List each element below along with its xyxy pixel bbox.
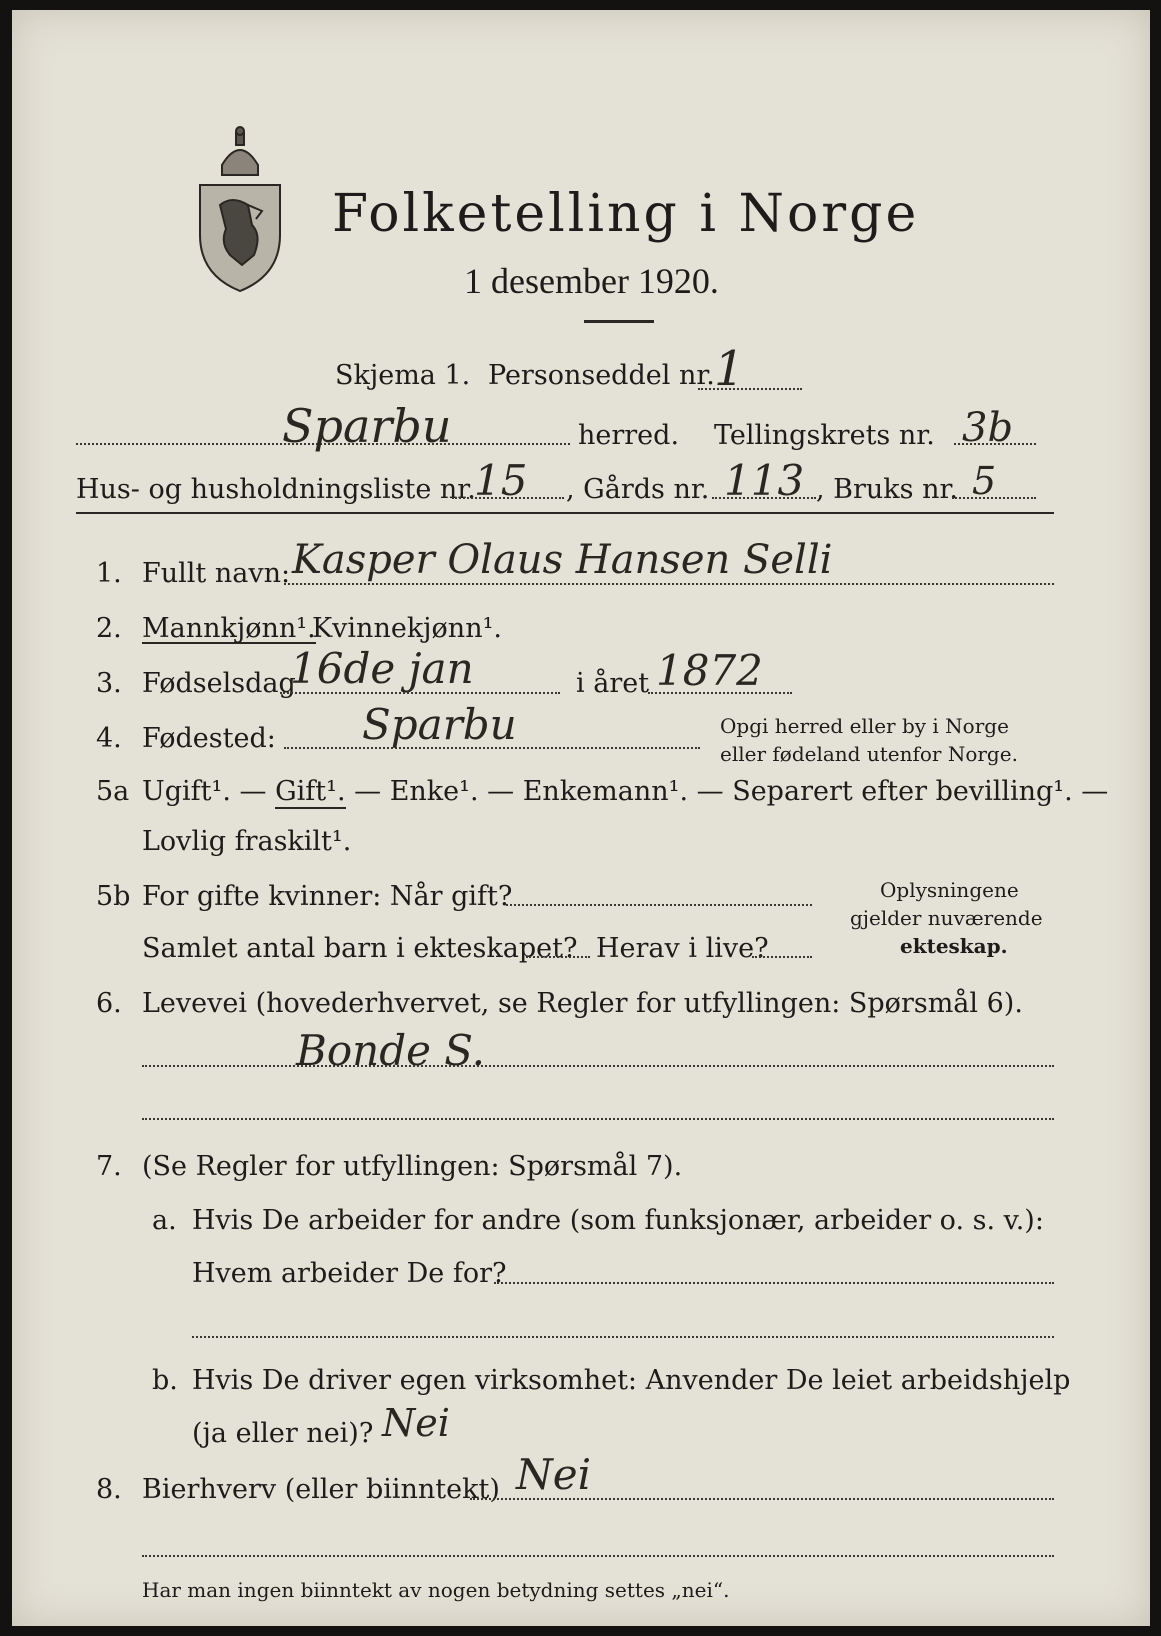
q6-label: Levevei (hovederhvervet, se Regler for utfyllingen: Spørsmål 6). bbox=[142, 988, 1023, 1019]
q8-number: 8. bbox=[96, 1474, 122, 1505]
footer-line bbox=[142, 1555, 1054, 1557]
q7-label: (Se Regler for utfyllingen: Spørsmål 7). bbox=[142, 1151, 683, 1182]
q4-label: Fødested: bbox=[142, 723, 276, 754]
q1-value: Kasper Olaus Hansen Selli bbox=[292, 537, 833, 583]
personseddel-label: Personseddel nr. bbox=[488, 360, 715, 391]
q5a-line bbox=[142, 778, 1108, 805]
q7b-line1: Hvis De driver egen virksomhet: Anvender De leiet arbeidshjelp bbox=[192, 1365, 1071, 1396]
q5b-number: 5b bbox=[96, 881, 131, 912]
q4-number: 4. bbox=[96, 723, 122, 754]
q7b-value: Nei bbox=[382, 1401, 450, 1445]
q5a-line2: Lovlig fraskilt¹. bbox=[142, 826, 352, 857]
schema-label: Skjema 1. bbox=[335, 360, 471, 391]
husliste-value: 15 bbox=[474, 456, 528, 505]
q3-year-label: i året bbox=[576, 668, 650, 699]
q3-label: Fødselsdag bbox=[142, 668, 296, 699]
q7a-line2: Hvem arbeider De for? bbox=[192, 1258, 507, 1289]
q8-value: Nei bbox=[516, 1450, 592, 1499]
q5b-line3 bbox=[752, 956, 812, 958]
tellingskrets-label: Tellingskrets nr. bbox=[714, 420, 935, 451]
gards-label: , Gårds nr. bbox=[566, 474, 710, 505]
q7a-line1: Hvis De arbeider for andre (som funksjonær, arbeider o. s. v.): bbox=[192, 1205, 1044, 1236]
title-divider bbox=[584, 320, 654, 323]
census-form-page bbox=[12, 10, 1150, 1626]
tellingskrets-value: 3b bbox=[962, 405, 1014, 451]
q7a-answer-line2 bbox=[192, 1336, 1054, 1338]
gards-value: 113 bbox=[724, 456, 805, 505]
bruks-label: , Bruks nr. bbox=[816, 474, 959, 505]
q4-note-line1: Opgi herred eller by i Norge bbox=[720, 714, 1009, 738]
q3-number: 3. bbox=[96, 668, 122, 699]
q1-line bbox=[284, 583, 1054, 585]
q5a-gift: Gift¹. bbox=[275, 776, 346, 807]
q5a-rest: — Enke¹. — Enkemann¹. — Separert efter bevilling¹. — bbox=[345, 776, 1109, 807]
footer-note: Har man ingen biinntekt av nogen betydning settes „nei“. bbox=[142, 1578, 730, 1602]
q6-value: Bonde S. bbox=[296, 1026, 485, 1075]
header-separator bbox=[76, 512, 1054, 514]
q6-line2 bbox=[142, 1118, 1054, 1120]
q5a-number: 5a bbox=[96, 776, 130, 807]
q2-female: Kvinnekjønn¹. bbox=[312, 613, 502, 644]
q1-label: Fullt navn: bbox=[142, 558, 291, 589]
personseddel-value: 1 bbox=[714, 341, 745, 397]
q5b-note-line3: ekteskap. bbox=[900, 934, 1008, 958]
form-title: Folketelling i Norge bbox=[332, 184, 920, 244]
herred-label: herred. bbox=[578, 420, 680, 451]
q7b-line2: (ja eller nei)? bbox=[192, 1418, 374, 1449]
q6-number: 6. bbox=[96, 988, 122, 1019]
q7b-letter: b. bbox=[152, 1365, 178, 1396]
q5b-note-line2: gjelder nuværende bbox=[850, 906, 1043, 930]
q7a-letter: a. bbox=[152, 1205, 177, 1236]
coat-of-arms-icon bbox=[192, 125, 288, 295]
census-date: 1 desember 1920. bbox=[464, 261, 719, 301]
q4-note-line2: eller fødeland utenfor Norge. bbox=[720, 742, 1018, 766]
q8-label: Bierhverv (eller biinntekt) bbox=[142, 1474, 500, 1505]
q6-line1 bbox=[142, 1065, 1054, 1067]
q2-number: 2. bbox=[96, 613, 122, 644]
q7a-answer-line1 bbox=[494, 1282, 1054, 1284]
q1-number: 1. bbox=[96, 558, 122, 589]
q2-male: Mannkjønn¹. bbox=[142, 613, 316, 644]
q5b-line1 bbox=[506, 904, 812, 906]
q5b-line2 bbox=[526, 956, 590, 958]
q5b-label2: Samlet antal barn i ekteskapet? bbox=[142, 933, 578, 964]
husliste-label: Hus- og husholdningsliste nr. bbox=[76, 474, 476, 505]
bruks-value: 5 bbox=[972, 459, 997, 503]
q4-value: Sparbu bbox=[362, 700, 517, 749]
q3-day-value: 16de jan bbox=[290, 644, 474, 693]
q5b-note-line1: Oplysningene bbox=[880, 878, 1019, 902]
herred-value: Sparbu bbox=[282, 399, 452, 453]
q5b-label3: Herav i live? bbox=[596, 933, 769, 964]
q5a-ugift: Ugift¹. — bbox=[142, 776, 276, 807]
q5b-label1: For gifte kvinner: Når gift? bbox=[142, 881, 513, 912]
q7-number: 7. bbox=[96, 1151, 122, 1182]
q3-year-value: 1872 bbox=[656, 646, 763, 695]
